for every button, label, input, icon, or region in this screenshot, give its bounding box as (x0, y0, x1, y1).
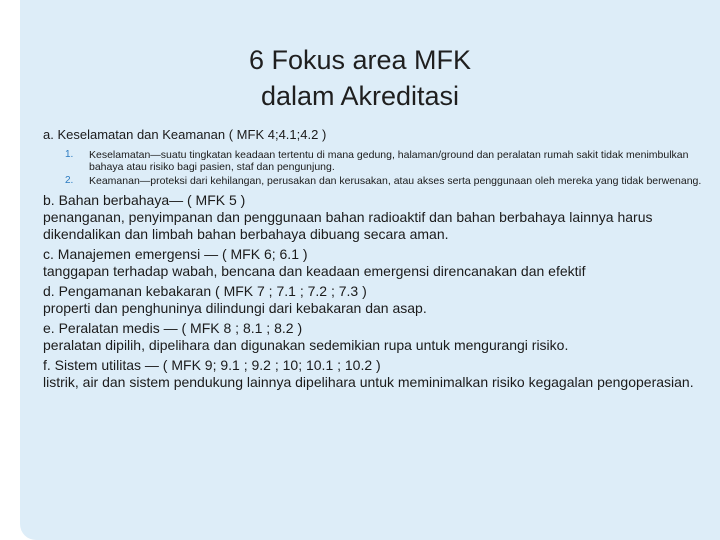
section-a-item (65, 149, 703, 173)
section-a-list (43, 149, 703, 187)
section-a-heading: a. Keselamatan dan Keamanan ( MFK 4;4.1;4.2 ) (43, 127, 327, 142)
section-f-text: listrik, air dan sistem pendukung lainnya dipelihara untuk meminimalkan risiko kegagalan pengoperasian. (43, 374, 694, 390)
slide-content (43, 127, 703, 393)
section-f-heading: f. Sistem utilitas — ( MFK 9; 9.1 ; 9.2 ; 10; 10.1 ; 10.2 ) (43, 357, 381, 373)
list-item-text: Keselamatan—suatu tingkatan keadaan tertentu di mana gedung, halaman/ground dan peralatan rumah sakit tidak menimbulkan bahaya atau risiko bagi pasien, staf dan pengunjung. (89, 149, 689, 173)
slide-title (0, 42, 720, 114)
section-e-text: peralatan dipilih, dipelihara dan digunakan sedemikian rupa untuk mengurangi risiko. (43, 337, 569, 353)
list-number: 2. (65, 175, 74, 186)
list-item-text: Keamanan—proteksi dari kehilangan, perusakan dan kerusakan, atau akses serta penggunaan oleh mereka yang tidak berwenang. (89, 175, 702, 187)
section-c-text: tanggapan terhadap wabah, bencana dan keadaan emergensi direncanakan dan efektif (43, 263, 586, 279)
title-line-1: 6 Fokus area MFK (248, 45, 472, 75)
section-d-text: properti dan penghuninya dilindungi dari kebakaran dan asap. (43, 300, 427, 316)
section-c-heading: c. Manajemen emergensi — ( MFK 6; 6.1 ) (43, 246, 308, 262)
section-e-heading: e. Peralatan medis — ( MFK 8 ; 8.1 ; 8.2 ) (43, 320, 303, 336)
section-a-item (65, 175, 703, 187)
section-b-heading: b. Bahan berbahaya— ( MFK 5 ) (43, 192, 246, 208)
section-d-heading: d. Pengamanan kebakaran ( MFK 7 ; 7.1 ; 7.2 ; 7.3 ) (43, 283, 367, 299)
list-number: 1. (65, 149, 74, 160)
title-line-2: dalam Akreditasi (260, 81, 460, 111)
section-b-text: penanganan, penyimpanan dan penggunaan bahan radioaktif dan bahan berbahaya lainnya harus dikendalikan dan limbah bahan berbahaya dibuang secara aman. (43, 209, 653, 242)
